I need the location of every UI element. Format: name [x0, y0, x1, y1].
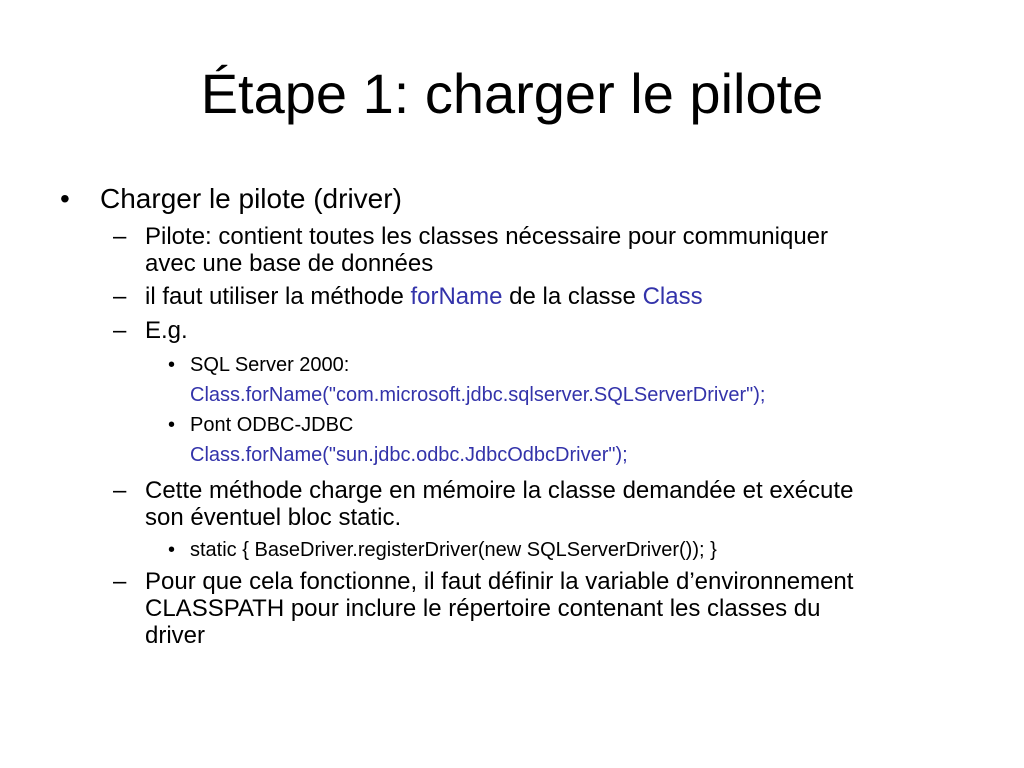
small-bullet-marker: • [168, 414, 176, 436]
bullet-pont-odbc: Pont ODBC-JDBC [190, 414, 354, 436]
bullet-classpath-line2: CLASSPATH pour inclure le répertoire contenant les classes du [145, 595, 821, 622]
bullet-marker: • [60, 183, 70, 214]
small-bullet-marker: • [168, 354, 176, 376]
bullet-cette-methode-line1: Cette méthode charge en mémoire la classe demandée et exécute [145, 477, 854, 504]
forname-mid-text: de la classe [502, 283, 643, 310]
bullet-classpath-line1: Pour que cela fonctionne, il faut définir la variable d’environnement [145, 568, 854, 595]
forname-keyword: forName [410, 283, 503, 310]
bullet-charger-pilote: Charger le pilote (driver) [100, 183, 402, 214]
forname-pre-text: il faut utiliser la méthode [145, 283, 411, 310]
dash-marker: – [113, 223, 127, 250]
dash-marker: – [113, 283, 127, 310]
bullet-cette-methode-line2: son éventuel bloc static. [145, 504, 402, 531]
bullet-sql-server: SQL Server 2000: [190, 354, 350, 376]
bullet-pilote-line2: avec une base de données [145, 250, 434, 277]
bullet-forname [145, 283, 703, 310]
dash-marker: – [113, 317, 127, 344]
small-bullet-marker: • [168, 539, 176, 561]
slide-title: Étape 1: charger le pilote [200, 62, 824, 125]
code-sqlserver-driver: Class.forName("com.microsoft.jdbc.sqlserver.SQLServerDriver"); [190, 384, 766, 406]
dash-marker: – [113, 477, 127, 504]
bullet-static-block: static { BaseDriver.registerDriver(new SQLServerDriver()); } [190, 539, 717, 561]
code-odbc-driver: Class.forName("sun.jdbc.odbc.JdbcOdbcDriver"); [190, 444, 628, 466]
class-keyword: Class [642, 283, 703, 310]
dash-marker: – [113, 568, 127, 595]
bullet-pilote-line1: Pilote: contient toutes les classes nécessaire pour communiquer [145, 223, 829, 250]
bullet-classpath-line3: driver [145, 622, 206, 649]
bullet-eg: E.g. [145, 317, 188, 344]
